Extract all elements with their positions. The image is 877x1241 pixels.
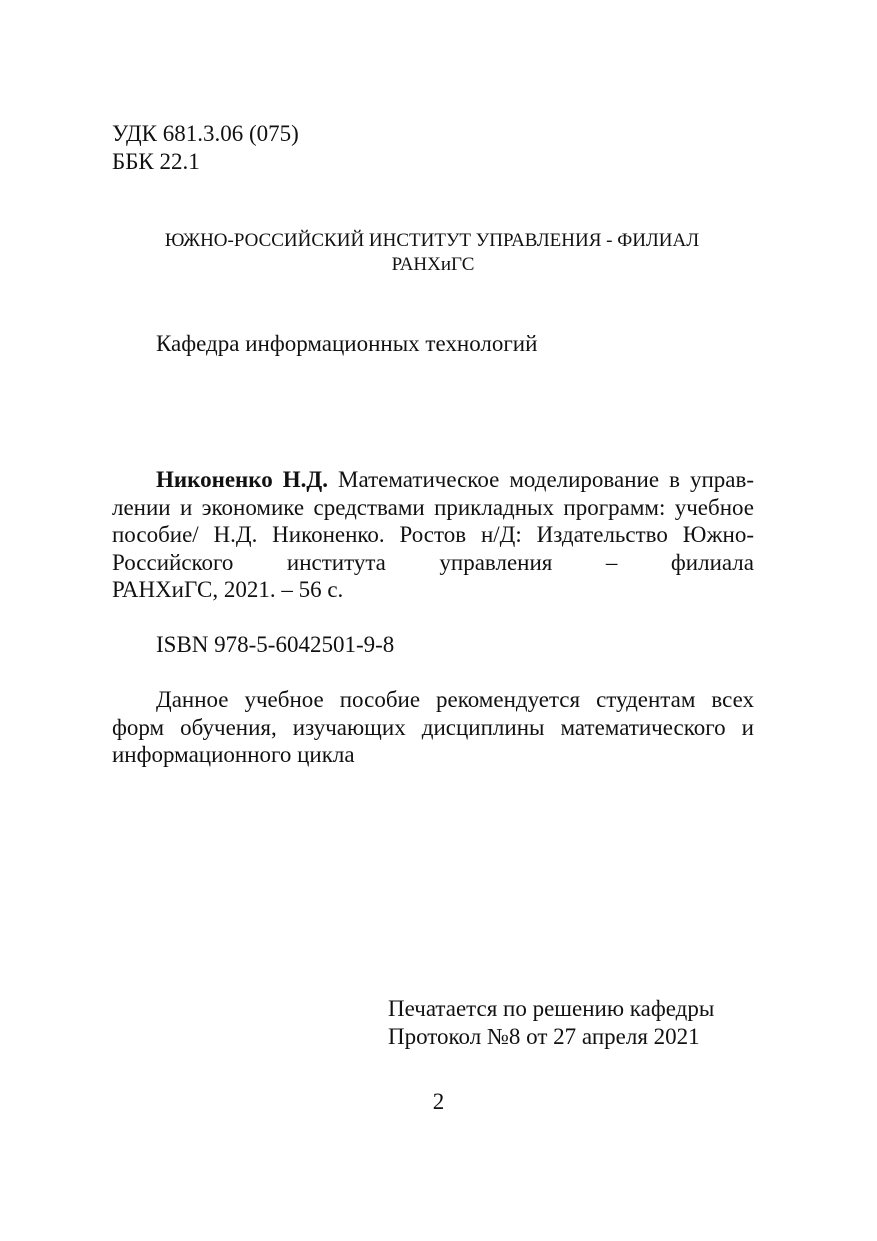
bib-line-2: лении и экономике средствами прикладных программ: учебное	[112, 494, 754, 520]
author-name: Никоненко Н.Д.	[156, 467, 329, 492]
description-paragraph	[112, 686, 754, 769]
page-number: 2	[432, 1089, 445, 1114]
bbk-code: ББК 22.1	[112, 149, 200, 174]
bib-line-1	[112, 466, 754, 494]
desc-line-1: Данное учебное пособие рекомендуется студентам всех	[156, 687, 754, 712]
bib-line-4: Российского института управления – филиала	[112, 549, 754, 575]
bibliographic-record	[112, 466, 754, 604]
desc-line-2: форм обучения, изучающих дисциплины математического и	[112, 714, 754, 740]
institute-name-line2: РАНХиГС	[391, 254, 475, 275]
isbn: ISBN 978-5-6042501-9-8	[156, 632, 395, 657]
udk-code: УДК 681.3.06 (075)	[112, 121, 299, 146]
department-name: Кафедра информационных технологий	[156, 331, 538, 356]
institute-name-line1: ЮЖНО-РОССИЙСКИЙ ИНСТИТУТ УПРАВЛЕНИЯ - ФИЛИАЛ	[164, 230, 700, 251]
bib-line-3: пособие/ Н.Д. Никоненко. Ростов н/Д: Издательство Южно-	[112, 522, 754, 547]
bib-title-start: Математическое моделирование в управ-	[328, 467, 755, 492]
bib-line-5: РАНХиГС, 2021. – 56 с.	[112, 577, 344, 602]
approval-line-2: Протокол №8 от 27 апреля 2021	[388, 1024, 700, 1049]
approval-line-1: Печатается по решению кафедры	[388, 996, 715, 1021]
desc-line-3: информационного цикла	[112, 742, 355, 767]
